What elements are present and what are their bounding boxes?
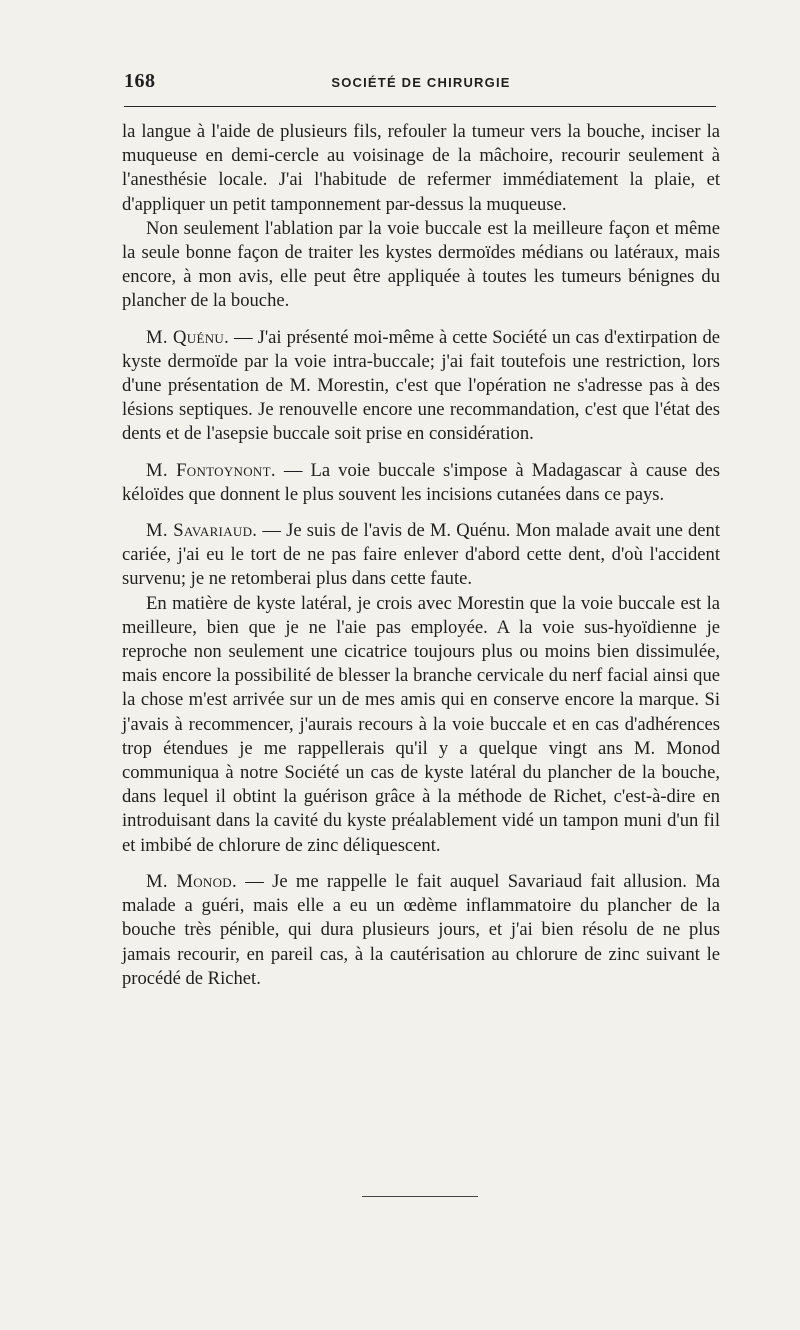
body-text	[122, 120, 720, 991]
speaker-name: M. Savariaud.	[146, 520, 258, 542]
paragraph-continuation	[122, 120, 720, 217]
paragraph-text: — Je me rappelle le fait auquel Savariaud fait allusion. Ma malade a guéri, mais elle a eu un œdème inflammatoire du plancher de la bouche très pénible, qui dura plusieurs jours, et j'ai bien résolu de ne plus jamais recourir, en pareil cas, à la cautérisation au chlorure de zinc suivant le procédé de Richet.	[122, 870, 721, 989]
paragraph-quenu	[122, 326, 720, 447]
paragraph-text: En matière de kyste latéral, je crois avec Morestin que la voie buccale est la meilleure, bien que je ne l'aie pas employée. A la voie sus-hyoïdienne je reproche non seulement une cicatrice toujours plus ou moins bien dissimulée, mais encore la possibilité de blesser la branche cervicale du nerf facial ainsi que la chose m'est arrivée sur un de mes amis qui en conserve encore la marque. Si j'avais à recommencer, j'aurais recours à la voie buccale et en cas d'adhérences trop étendues je me rappellerais qu'il y a quelque vingt ans M. Monod communiqua à notre Société un cas de kyste latéral du plancher de la bouche, dans lequel il obtint la guérison grâce à la méthode de Richet, c'est-à-dire en introduisant dans la cavité du kyste préalablement vidé un tampon muni d'un fil et imbibé de chlorure de zinc déliquescent.	[122, 592, 720, 856]
page-number: 168	[124, 70, 156, 92]
paragraph-text: — La voie buccale s'impose à Madagascar à cause des kéloïdes que donnent le plus souvent les incisions cutanées dans ce pays.	[122, 459, 721, 505]
speaker-name: M. Fontoynont.	[146, 459, 276, 481]
paragraph-fontoynont	[122, 459, 720, 507]
section-end-rule	[362, 1196, 478, 1197]
paragraph-monod	[122, 870, 720, 991]
paragraph-text: — Je suis de l'avis de M. Quénu. Mon malade avait une dent cariée, j'ai eu le tort de ne pas faire enlever d'abord cette dent, d'où l'accident survenu; je ne retomberai plus dans cette faute.	[122, 520, 720, 590]
paragraph-savariaud	[122, 519, 720, 592]
paragraph-text: — J'ai présenté moi-même à cette Société un cas d'extirpation de kyste dermoïde par la voie intra-buccale; j'ai fait toutefois une restriction, lors d'une présentation de M. Morestin, c'est que l'opération ne s'adresse pas à des lésions septiques. Je renouvelle encore une recommandation, c'est que l'état des dents et de l'asepsie buccale soit prise en considération.	[122, 326, 720, 445]
paragraph	[122, 592, 720, 858]
speaker-name: M. Quénu.	[146, 326, 230, 348]
journal-title: SOCIÉTÉ DE CHIRURGIE	[331, 75, 511, 90]
header-rule	[124, 106, 716, 107]
paragraph	[122, 217, 720, 314]
speaker-name: M. Monod.	[146, 870, 237, 892]
paragraph-text: Non seulement l'ablation par la voie buccale est la meilleure façon et même la seule bonne façon de traiter les kystes dermoïdes médians ou latéraux, mais encore, à mon avis, elle peut être appliquée à toutes les tumeurs bénignes du plancher de la bouche.	[122, 217, 720, 312]
paragraph-text: la langue à l'aide de plusieurs fils, refouler la tumeur vers la bouche, inciser la muqueuse en demi-cercle au voisinage de la mâchoire, recourir seulement à l'anesthésie locale. J'ai l'habitude de refermer immédiatement la plaie, et d'appliquer un petit tamponnement par-dessus la muqueuse.	[122, 121, 720, 215]
running-head	[122, 70, 720, 98]
